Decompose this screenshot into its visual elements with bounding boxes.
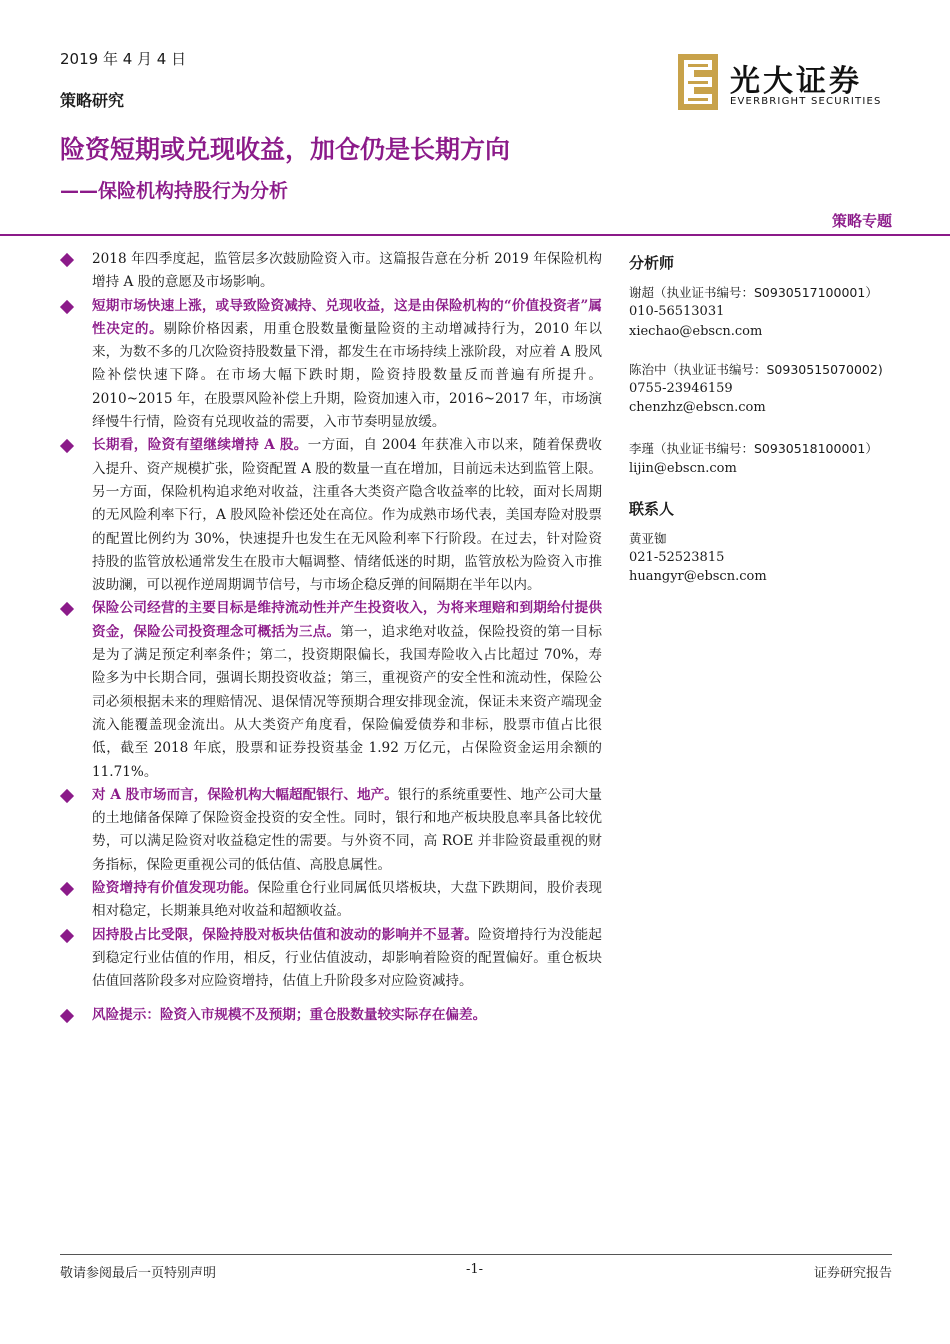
bullet-text: 一方面，自 2004 年获准入市以来，随着保费收入提升、资产规模扩张，险资配置 A 股的数量一直在增加，目前远未达到监管上限。另一方面，保险机构追求绝对收益，注重各大类资产隐含收益率的比较，面对长周期的无风险利率下行，A 股风险补偿还处在高位。作为成熟市场代表，美国寿险对股票的配置比例约为 30%，快速提升也发生在无风险利率下行阶段。在过去，针对险资持股的监管放松通常发生在股市大幅调整、情绪低迷的时期，监管放松为险资入市推波助澜，可以视作逆周期调节信号，与市场企稳反弹的间隔期在半年以内。 — [92, 437, 602, 594]
analyst-name: 李瑾（执业证书编号：S0930518100001） — [629, 441, 878, 457]
bullet-item — [60, 924, 602, 994]
bullet-highlight: 风险提示：险资入市规模不及预期；重仓股数量较实际存在偏差。 — [92, 1006, 487, 1023]
report-type-tag: 策略专题 — [831, 212, 892, 230]
diamond-bullet-icon — [60, 439, 74, 453]
analyst-name: 谢超（执业证书编号：S0930517100001） — [629, 285, 878, 301]
analyst-phone: 010-56513031 — [629, 304, 725, 320]
analyst-email[interactable]: lijin@ebscn.com — [629, 460, 737, 476]
bullet-highlight: 因持股占比受限，保险持股对板块估值和波动的影响并不显著。 — [92, 926, 479, 943]
bullet-text: 2018 年四季度起，监管层多次鼓励险资入市。这篇报告意在分析 2019 年保险机构增持 A 股的意愿及市场影响。 — [92, 251, 602, 291]
bullet-highlight: 险资增持有价值发现功能。 — [92, 880, 258, 897]
bullet-item — [60, 784, 602, 877]
bullet-text: 第一，追求绝对收益，保险投资的第一目标是为了满足预定利率条件；第二，投资期限偏长，我国寿险收入占比超过 70%，寿险多为中长期合同，强调长期投资收益；第三，重视资产的安全性和流动性，保险公司必须根据未来的理赔情况、退保情况等预期合理安排现金流，保证未来资产端现金流入能覆盖现金流出。从大类资产角度看，保险偏爱债券和非标，股票市值占比很低，截至 2018 年底，股票和证券投资基金 1.92 万亿元，占保险资金运用余额的 11.71%。 — [92, 623, 602, 780]
page-number: -1- — [466, 1262, 484, 1277]
footer-disclaimer: 敬请参阅最后一页特别声明 — [60, 1266, 217, 1281]
bullet-highlight: 保险公司经营的主要目标是维持流动性并产生投资收入，为将来理赔和到期给付提供资金，保险公司投资理念可概括为三点。 — [92, 600, 602, 640]
analyst-email[interactable]: xiechao@ebscn.com — [629, 323, 763, 339]
diamond-bullet-icon — [60, 789, 74, 803]
bullet-highlight: 长期看，险资有望继续增持 A 股。 — [92, 437, 308, 454]
bullet-highlight: 短期市场快速上涨，或导致险资减持、兑现收益，这是由保险机构的“价值投资者”属性决定的。 — [92, 297, 602, 337]
footer-divider — [60, 1254, 892, 1255]
report-title: 险资短期或兑现收益，加仓仍是长期方向 — [60, 135, 511, 164]
bullet-item — [60, 295, 602, 435]
bullet-item — [60, 597, 602, 783]
bullet-item — [60, 434, 602, 597]
diamond-bullet-icon — [60, 602, 74, 616]
analyst-phone: 0755-23946159 — [629, 381, 733, 397]
bullet-item — [60, 877, 602, 924]
header-divider — [0, 234, 950, 236]
logo-mark-icon — [678, 54, 718, 110]
bullet-text: 剔除价格因素，用重仓股数量衡量险资的主动增减持行为，2010 年以来，为数不多的几次险资持股数量下滑，都发生在市场持续上涨阶段，对应着 A 股风险补偿快速下降。在市场大幅下跌时期，险资持股数量反而普遍有所提升。2010~2015 年，在股票风险补偿上升期，险资加速入市，2016~2017 年，市场演绎慢牛行情，险资有兑现收益的需要，入市节奏明显放缓。 — [92, 320, 603, 431]
diamond-bullet-icon — [60, 300, 74, 314]
bullet-text: 险资增持行为没能起到稳定行业估值的作用，相反，行业估值波动，却影响着险资的配置偏好。重仓板块估值回落阶段多对应险资增持，估值上升阶段多对应险资减持。 — [92, 926, 602, 990]
diamond-bullet-icon — [60, 253, 74, 267]
analyst-email[interactable]: chenzhz@ebscn.com — [629, 400, 766, 416]
report-category: 策略研究 — [60, 91, 125, 110]
contact-phone: 021-52523815 — [629, 550, 725, 566]
bullet-highlight: 对 A 股市场而言，保险机构大幅超配银行、地产。 — [92, 786, 398, 803]
diamond-bullet-icon — [60, 1008, 74, 1022]
diamond-bullet-icon — [60, 882, 74, 896]
analyst-name: 陈治中（执业证书编号：S0930515070002) — [629, 361, 883, 377]
contact-email[interactable]: huangyr@ebscn.com — [629, 569, 767, 585]
summary-bullets — [60, 248, 602, 1027]
footer-report-type: 证券研究报告 — [813, 1266, 892, 1281]
contact-name: 黄亚铷 — [629, 531, 667, 547]
company-logo — [678, 54, 890, 110]
report-subtitle: ——保险机构持股行为分析 — [60, 180, 289, 202]
analysts-heading: 分析师 — [629, 254, 675, 272]
bullet-text: 保险重仓行业同属低贝塔板块，大盘下跌期间，股价表现相对稳定，长期兼具绝对收益和超额收益。 — [92, 880, 602, 920]
bullet-item — [60, 248, 602, 295]
bullet-text: 银行的系统重要性、地产公司大量的土地储备保障了保险资金投资的安全性。同时，银行和地产板块股息率具备比较优势，可以满足险资对收益稳定性的需要。与外资不同，高 ROE 并非险资最重视的财务指标，保险更重视公司的低估值、高股息属性。 — [92, 786, 602, 873]
logo-english-name: EVERBRIGHT SECURITIES — [730, 96, 882, 107]
contact-heading: 联系人 — [629, 499, 675, 518]
report-date: 2019 年 4 月 4 日 — [60, 50, 187, 68]
diamond-bullet-icon — [60, 929, 74, 943]
risk-warning — [60, 1004, 602, 1027]
sidebar — [629, 254, 909, 587]
logo-chinese-name: 光大证券 — [730, 64, 862, 99]
